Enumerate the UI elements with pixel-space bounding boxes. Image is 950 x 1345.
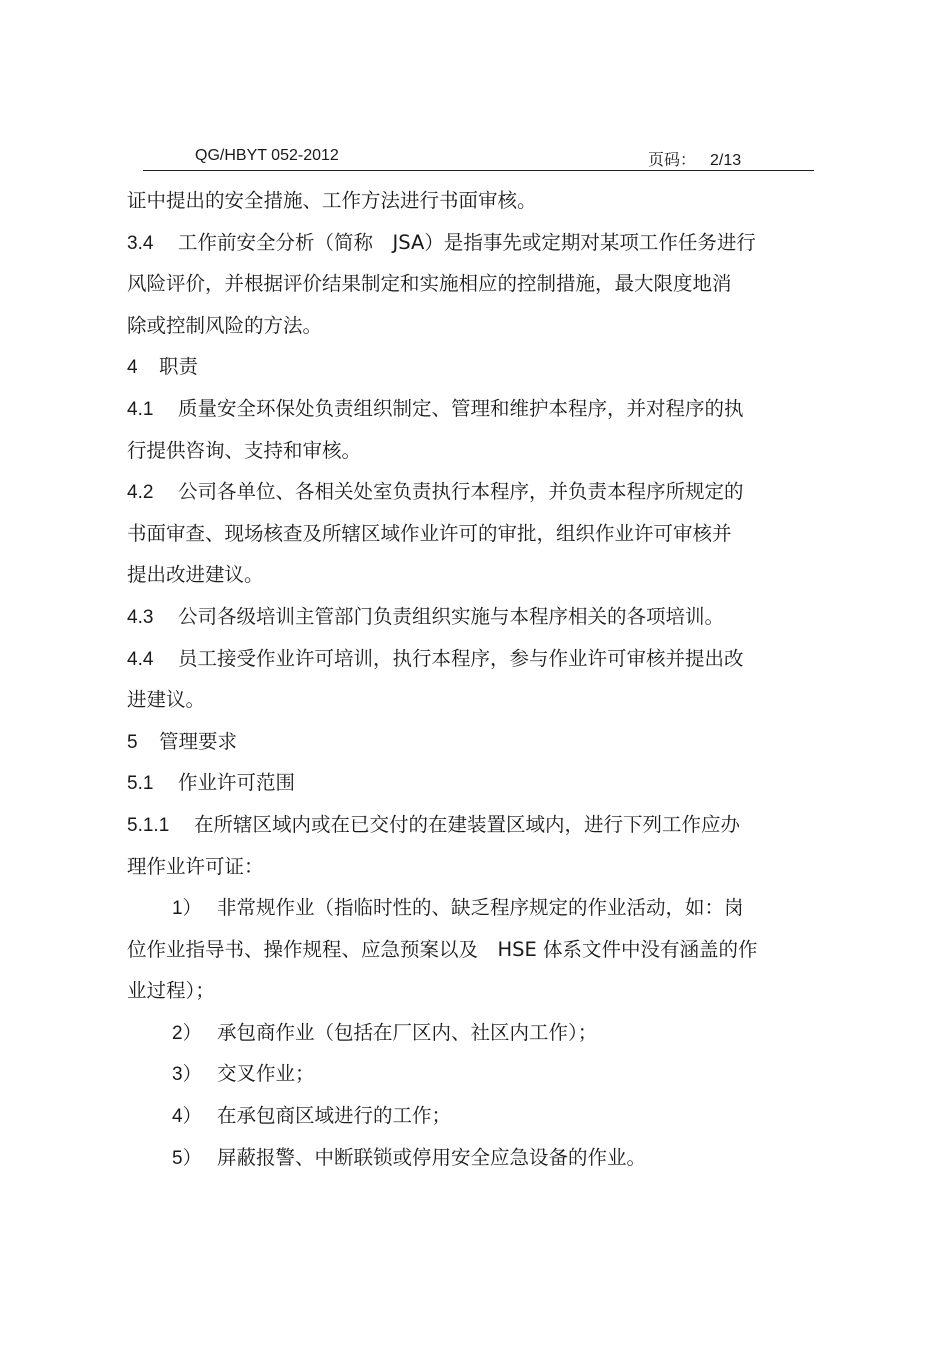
line-text: 书面审查、现场核查及所辖区域作业许可的审批，组织作业许可审核并 [127,521,732,545]
line-text: 证中提出的安全措施、工作方法进行书面审核。 [127,189,537,212]
line-text: 职责 [159,355,199,379]
document-code: QG/HBYT 052-2012 [195,147,339,164]
line-text: 屏蔽报警、中断联锁或停用安全应急设备的作业。 [217,1145,647,1169]
section-number: 4.4 [127,648,154,670]
line-text: 作业许可范围 [178,771,296,795]
line-text: 交叉作业； [217,1062,315,1086]
page-number: 2/13 [710,152,742,169]
text-line [127,638,817,680]
line-text: 工作前安全分析（简称 JSA）是指事先或定期对某项工作任务进行 [178,230,756,254]
text-line [127,471,817,513]
document-body [127,180,817,1178]
page-header [143,146,814,171]
text-line [127,1012,817,1054]
text-line [127,513,817,555]
text-line [127,305,817,347]
line-text: 提出改进建议。 [127,563,264,587]
text-line [127,929,817,971]
line-text: 理作业许可证： [127,854,264,878]
line-text: 管理要求 [159,729,238,753]
line-text: 在所辖区域内或在已交付的在建装置区域内，进行下列工作应办 [194,812,741,836]
line-text: 在承包商区域进行的工作； [217,1104,452,1128]
section-number: 4 [127,357,138,379]
section-number: 5 [127,731,138,753]
text-line [127,388,817,430]
page-label: 页码： [648,152,697,169]
text-line [127,679,817,721]
text-line [127,430,817,472]
text-line [127,180,817,222]
line-text: 进建议。 [127,688,206,712]
line-text: 风险评价，并根据评价结果制定和实施相应的控制措施，最大限度地消 [127,272,732,296]
line-text: 公司各级培训主管部门负责组织实施与本程序相关的各项培训。 [178,604,725,628]
text-line [127,1095,817,1137]
section-number: 4.1 [127,398,154,420]
section-number: 3） [172,1064,202,1086]
section-number: 4.3 [127,606,154,628]
line-text: 行提供咨询、支持和审核。 [127,438,362,462]
line-text: 业过程）； [127,979,215,1003]
line-text: 员工接受作业许可培训，执行本程序，参与作业许可审核并提出改 [178,646,744,670]
line-text: 承包商作业（包括在厂区内、社区内工作）； [217,1020,598,1044]
text-line [127,346,817,388]
line-text: 除或控制风险的方法。 [127,313,323,337]
text-line [127,1137,817,1179]
text-line [127,887,817,929]
text-line [127,596,817,638]
section-number: 3.4 [127,232,154,254]
text-line [127,222,817,264]
text-line [127,762,817,804]
line-text: 质量安全环保处负责组织制定、管理和维护本程序，并对程序的执 [178,396,744,420]
section-number: 1） [172,898,202,920]
section-number: 5.1.1 [127,814,170,836]
line-text: 非常规作业（指临时性的、缺乏程序规定的作业活动，如：岗 [217,896,744,920]
text-line [127,554,817,596]
section-number: 2） [172,1022,202,1044]
page-indicator [648,147,741,170]
line-text: 位作业指导书、操作规程、应急预案以及 HSE 体系文件中没有涵盖的作 [127,937,758,961]
line-text: 公司各单位、各相关处室负责执行本程序，并负责本程序所规定的 [178,480,744,504]
section-number: 5.1 [127,773,154,795]
text-line [127,263,817,305]
text-line [127,1053,817,1095]
section-number: 4.2 [127,482,154,504]
text-line [127,804,817,846]
section-number: 5） [172,1147,202,1169]
text-line [127,970,817,1012]
text-line [127,846,817,888]
text-line [127,721,817,763]
section-number: 4） [172,1106,202,1128]
